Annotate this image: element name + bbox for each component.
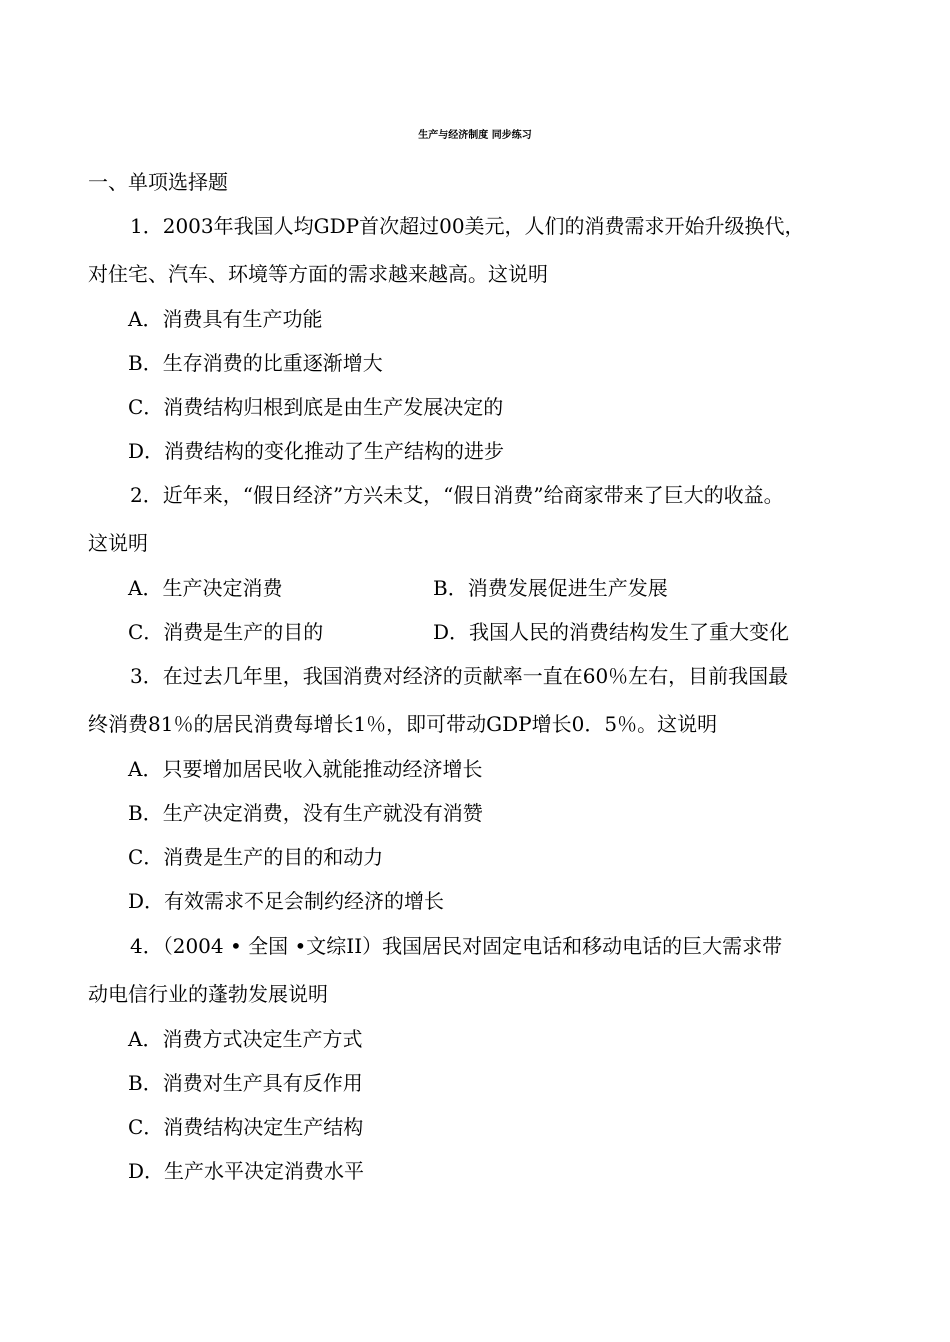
question-3-text-cont: 终消费81％的居民消费每增长1％，即可带动GDP增长0．5％。这说明 [88, 712, 718, 736]
question-2-option-a: A．生产决定消费 [128, 576, 283, 600]
question-2-option-c: C．消费是生产的目的 [128, 620, 324, 644]
question-1-text-cont: 对住宅、汽车、环境等方面的需求越来越高。这说明 [88, 262, 548, 286]
question-1-text: 1．2003年我国人均GDP首次超过00美元，人们的消费需求开始升级换代， [130, 214, 805, 238]
question-4-option-b: B．消费对生产具有反作用 [128, 1071, 363, 1095]
question-1-option-c: C．消费结构归根到底是由生产发展决定的 [128, 395, 504, 419]
page-title: 生产与经济制度 同步练习 [418, 130, 532, 141]
question-3-option-c: C．消费是生产的目的和动力 [128, 845, 384, 869]
question-2-text: 2．近年来，“假日经济”方兴未艾，“假日消费”给商家带来了巨大的收益。 [130, 483, 784, 507]
question-1-option-d: D．消费结构的变化推动了生产结构的进步 [128, 439, 505, 463]
question-1-option-a: A．消费具有生产功能 [128, 307, 323, 331]
question-2-option-d: D．我国人民的消费结构发生了重大变化 [433, 620, 790, 644]
question-4-option-a: A．消费方式决定生产方式 [128, 1027, 363, 1051]
question-1-option-b: B．生存消费的比重逐渐增大 [128, 351, 383, 375]
question-3-option-a: A．只要增加居民收入就能推动经济增长 [128, 757, 483, 781]
question-4-text-cont: 动电信行业的蓬勃发展说明 [88, 982, 328, 1006]
section-heading: 一、单项选择题 [88, 170, 228, 194]
question-3-text: 3．在过去几年里，我国消费对经济的贡献率一直在60％左右，目前我国最 [130, 664, 789, 688]
question-3-option-d: D．有效需求不足会制约经济的增长 [128, 889, 445, 913]
question-2-option-b: B．消费发展促进生产发展 [433, 576, 668, 600]
question-4-option-d: D．生产水平决定消费水平 [128, 1159, 365, 1183]
question-4-text: 4．（2004 • 全国 •文综II）我国居民对固定电话和移动电话的巨大需求带 [130, 934, 783, 958]
question-2-text-cont: 这说明 [88, 531, 148, 555]
question-3-option-b: B．生产决定消费，没有生产就没有消赞 [128, 801, 483, 825]
question-4-option-c: C．消费结构决定生产结构 [128, 1115, 364, 1139]
